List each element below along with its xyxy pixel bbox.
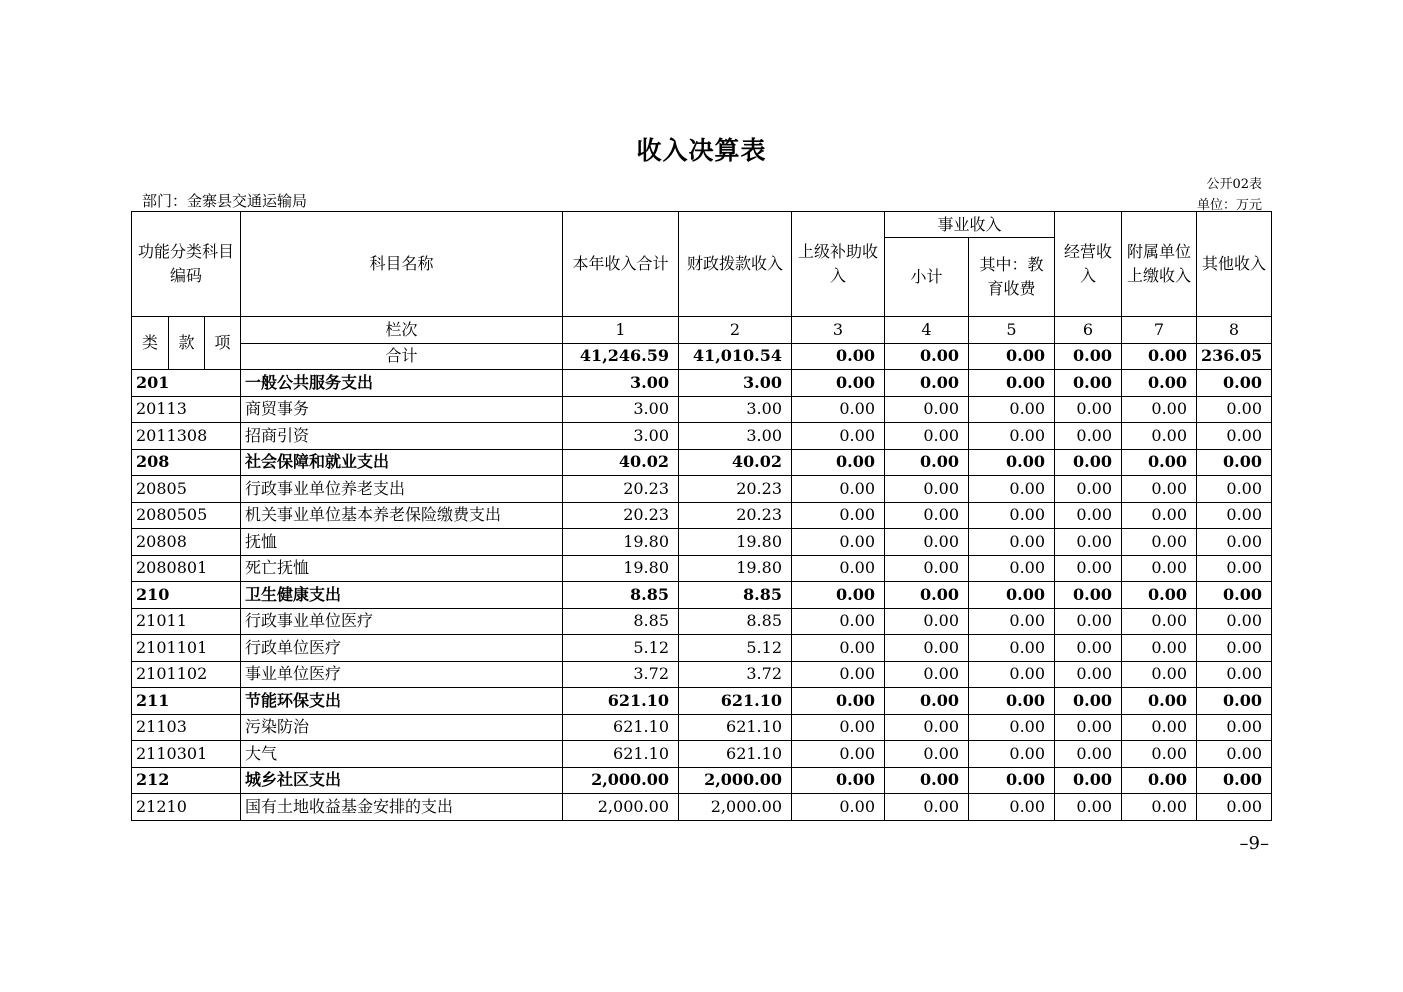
subject-name: 污染防治 <box>241 714 563 741</box>
subject-name: 国有土地收益基金安排的支出 <box>241 794 563 821</box>
amount-cell: 0.00 <box>1122 396 1197 423</box>
amount-cell: 0.00 <box>792 661 885 688</box>
table-row <box>132 396 1272 423</box>
amount-cell: 0.00 <box>969 794 1055 821</box>
amount-cell: 0.00 <box>969 423 1055 450</box>
amount-cell: 0.00 <box>969 529 1055 556</box>
amount-cell: 0.00 <box>969 767 1055 794</box>
subject-code: 21103 <box>132 714 241 741</box>
total-value: 0.00 <box>1122 343 1197 370</box>
col-number: 4 <box>885 317 969 344</box>
header-affiliated: 附属单位上缴收入 <box>1122 212 1197 317</box>
amount-cell: 0.00 <box>969 396 1055 423</box>
amount-cell: 0.00 <box>1197 635 1272 662</box>
total-value: 0.00 <box>885 343 969 370</box>
header-lei: 类 <box>132 317 169 370</box>
subject-code: 211 <box>132 688 241 715</box>
table-row <box>132 741 1272 768</box>
subject-code: 20113 <box>132 396 241 423</box>
amount-cell: 0.00 <box>969 449 1055 476</box>
total-row <box>132 343 1272 370</box>
subject-name: 节能环保支出 <box>241 688 563 715</box>
amount-cell: 0.00 <box>885 396 969 423</box>
amount-cell: 0.00 <box>1055 582 1122 609</box>
total-value: 41,010.54 <box>679 343 792 370</box>
amount-cell: 0.00 <box>792 714 885 741</box>
form-number: 公开02表 <box>1206 177 1262 192</box>
amount-cell: 0.00 <box>885 688 969 715</box>
header-business-income: 事业收入 <box>885 212 1055 238</box>
department-label: 部门：金寨县交通运输局 <box>142 192 308 210</box>
amount-cell: 0.00 <box>1122 370 1197 397</box>
amount-cell: 0.00 <box>792 767 885 794</box>
amount-cell: 0.00 <box>1122 582 1197 609</box>
amount-cell: 0.00 <box>1197 423 1272 450</box>
table-row <box>132 370 1272 397</box>
amount-cell: 0.00 <box>885 741 969 768</box>
unit-label: 单位：万元 <box>1196 198 1262 213</box>
amount-cell: 0.00 <box>1055 794 1122 821</box>
amount-cell: 0.00 <box>885 794 969 821</box>
amount-cell: 0.00 <box>969 661 1055 688</box>
amount-cell: 20.23 <box>563 476 679 503</box>
amount-cell: 0.00 <box>1122 661 1197 688</box>
header-superior-subsidy: 上级补助收入 <box>792 212 885 317</box>
amount-cell: 40.02 <box>679 449 792 476</box>
table-row <box>132 449 1272 476</box>
amount-cell: 40.02 <box>563 449 679 476</box>
amount-cell: 0.00 <box>885 502 969 529</box>
amount-cell: 0.00 <box>1055 608 1122 635</box>
subject-name: 卫生健康支出 <box>241 582 563 609</box>
amount-cell: 0.00 <box>885 661 969 688</box>
table-row <box>132 502 1272 529</box>
amount-cell: 0.00 <box>969 635 1055 662</box>
header-education-fee: 其中：教育收费 <box>969 238 1055 317</box>
table-row <box>132 794 1272 821</box>
col-number: 8 <box>1197 317 1272 344</box>
amount-cell: 0.00 <box>1055 370 1122 397</box>
amount-cell: 19.80 <box>563 529 679 556</box>
amount-cell: 0.00 <box>1197 555 1272 582</box>
header-subtotal: 小计 <box>885 238 969 317</box>
subject-code: 2101101 <box>132 635 241 662</box>
amount-cell: 0.00 <box>1197 529 1272 556</box>
amount-cell: 0.00 <box>792 396 885 423</box>
amount-cell: 0.00 <box>1197 767 1272 794</box>
subject-code: 20808 <box>132 529 241 556</box>
col-number: 5 <box>969 317 1055 344</box>
amount-cell: 0.00 <box>1197 688 1272 715</box>
amount-cell: 0.00 <box>1122 741 1197 768</box>
amount-cell: 0.00 <box>885 476 969 503</box>
table-row <box>132 714 1272 741</box>
amount-cell: 20.23 <box>563 502 679 529</box>
amount-cell: 3.00 <box>563 370 679 397</box>
amount-cell: 3.72 <box>563 661 679 688</box>
header-fiscal: 财政拨款收入 <box>679 212 792 317</box>
amount-cell: 0.00 <box>969 714 1055 741</box>
amount-cell: 0.00 <box>792 582 885 609</box>
table-row <box>132 661 1272 688</box>
amount-cell: 0.00 <box>1122 502 1197 529</box>
amount-cell: 0.00 <box>1055 741 1122 768</box>
amount-cell: 0.00 <box>1055 396 1122 423</box>
amount-cell: 0.00 <box>969 502 1055 529</box>
amount-cell: 19.80 <box>679 529 792 556</box>
subject-name: 行政单位医疗 <box>241 635 563 662</box>
total-value: 0.00 <box>1055 343 1122 370</box>
amount-cell: 621.10 <box>563 741 679 768</box>
amount-cell: 0.00 <box>792 688 885 715</box>
amount-cell: 621.10 <box>679 741 792 768</box>
total-label: 合计 <box>241 343 563 370</box>
page-number: –9– <box>1239 833 1269 854</box>
page-title: 收入决算表 <box>636 136 767 165</box>
table-row <box>132 555 1272 582</box>
amount-cell: 0.00 <box>1122 608 1197 635</box>
amount-cell: 0.00 <box>792 370 885 397</box>
amount-cell: 0.00 <box>792 608 885 635</box>
amount-cell: 0.00 <box>885 582 969 609</box>
amount-cell: 0.00 <box>1055 688 1122 715</box>
amount-cell: 0.00 <box>969 688 1055 715</box>
col-number: 2 <box>679 317 792 344</box>
amount-cell: 0.00 <box>1122 794 1197 821</box>
amount-cell: 8.85 <box>679 608 792 635</box>
subject-name: 一般公共服务支出 <box>241 370 563 397</box>
table-row <box>132 608 1272 635</box>
amount-cell: 19.80 <box>679 555 792 582</box>
subject-code: 2080801 <box>132 555 241 582</box>
amount-cell: 0.00 <box>792 741 885 768</box>
amount-cell: 2,000.00 <box>563 794 679 821</box>
amount-cell: 0.00 <box>1197 476 1272 503</box>
amount-cell: 0.00 <box>1055 423 1122 450</box>
amount-cell: 2,000.00 <box>563 767 679 794</box>
subject-name: 招商引资 <box>241 423 563 450</box>
amount-cell: 0.00 <box>1122 635 1197 662</box>
table-row <box>132 423 1272 450</box>
amount-cell: 0.00 <box>792 635 885 662</box>
amount-cell: 0.00 <box>969 608 1055 635</box>
subject-name: 社会保障和就业支出 <box>241 449 563 476</box>
amount-cell: 0.00 <box>1122 714 1197 741</box>
subject-code: 2110301 <box>132 741 241 768</box>
subject-name: 事业单位医疗 <box>241 661 563 688</box>
amount-cell: 8.85 <box>563 608 679 635</box>
amount-cell: 0.00 <box>885 529 969 556</box>
amount-cell: 8.85 <box>679 582 792 609</box>
subject-code: 2011308 <box>132 423 241 450</box>
header-xiang: 项 <box>205 317 241 370</box>
amount-cell: 0.00 <box>1122 449 1197 476</box>
amount-cell: 2,000.00 <box>679 767 792 794</box>
table-row <box>132 582 1272 609</box>
subject-name: 行政事业单位医疗 <box>241 608 563 635</box>
subject-name: 机关事业单位基本养老保险缴费支出 <box>241 502 563 529</box>
col-number: 3 <box>792 317 885 344</box>
subject-code: 2101102 <box>132 661 241 688</box>
amount-cell: 0.00 <box>885 555 969 582</box>
amount-cell: 0.00 <box>885 635 969 662</box>
amount-cell: 0.00 <box>1197 714 1272 741</box>
amount-cell: 621.10 <box>679 688 792 715</box>
amount-cell: 0.00 <box>1122 688 1197 715</box>
amount-cell: 0.00 <box>1197 396 1272 423</box>
amount-cell: 0.00 <box>1197 794 1272 821</box>
amount-cell: 0.00 <box>1197 582 1272 609</box>
header-column-order: 栏次 <box>241 317 563 344</box>
amount-cell: 0.00 <box>792 449 885 476</box>
amount-cell: 621.10 <box>563 714 679 741</box>
amount-cell: 2,000.00 <box>679 794 792 821</box>
subject-name: 商贸事务 <box>241 396 563 423</box>
amount-cell: 0.00 <box>1055 529 1122 556</box>
amount-cell: 0.00 <box>969 476 1055 503</box>
col-number: 6 <box>1055 317 1122 344</box>
subject-code: 208 <box>132 449 241 476</box>
subject-code: 212 <box>132 767 241 794</box>
amount-cell: 20.23 <box>679 476 792 503</box>
table-row <box>132 476 1272 503</box>
amount-cell: 0.00 <box>1122 767 1197 794</box>
amount-cell: 0.00 <box>1122 476 1197 503</box>
amount-cell: 0.00 <box>1122 529 1197 556</box>
subject-name: 城乡社区支出 <box>241 767 563 794</box>
amount-cell: 0.00 <box>885 370 969 397</box>
subject-name: 行政事业单位养老支出 <box>241 476 563 503</box>
table-row <box>132 529 1272 556</box>
amount-cell: 0.00 <box>885 423 969 450</box>
amount-cell: 0.00 <box>885 767 969 794</box>
amount-cell: 0.00 <box>1055 502 1122 529</box>
amount-cell: 3.00 <box>563 423 679 450</box>
amount-cell: 0.00 <box>792 476 885 503</box>
table-row <box>132 688 1272 715</box>
amount-cell: 3.00 <box>679 423 792 450</box>
subject-code: 20805 <box>132 476 241 503</box>
amount-cell: 0.00 <box>792 794 885 821</box>
amount-cell: 0.00 <box>1055 635 1122 662</box>
amount-cell: 0.00 <box>1197 741 1272 768</box>
amount-cell: 0.00 <box>969 555 1055 582</box>
header-total-income: 本年收入合计 <box>563 212 679 317</box>
amount-cell: 0.00 <box>1055 661 1122 688</box>
amount-cell: 5.12 <box>563 635 679 662</box>
amount-cell: 0.00 <box>1122 423 1197 450</box>
amount-cell: 0.00 <box>1197 449 1272 476</box>
amount-cell: 0.00 <box>969 370 1055 397</box>
amount-cell: 3.00 <box>679 396 792 423</box>
amount-cell: 0.00 <box>969 741 1055 768</box>
amount-cell: 621.10 <box>563 688 679 715</box>
amount-cell: 0.00 <box>1197 370 1272 397</box>
amount-cell: 0.00 <box>792 529 885 556</box>
amount-cell: 0.00 <box>1055 767 1122 794</box>
amount-cell: 3.00 <box>679 370 792 397</box>
col-number: 1 <box>563 317 679 344</box>
header-code: 功能分类科目编码 <box>132 212 241 317</box>
subject-name: 大气 <box>241 741 563 768</box>
total-value: 236.05 <box>1197 343 1272 370</box>
amount-cell: 0.00 <box>1197 502 1272 529</box>
amount-cell: 0.00 <box>885 608 969 635</box>
amount-cell: 0.00 <box>1055 555 1122 582</box>
amount-cell: 0.00 <box>792 555 885 582</box>
amount-cell: 19.80 <box>563 555 679 582</box>
amount-cell: 5.12 <box>679 635 792 662</box>
subject-name: 抚恤 <box>241 529 563 556</box>
subject-name: 死亡抚恤 <box>241 555 563 582</box>
table-row <box>132 635 1272 662</box>
amount-cell: 0.00 <box>1055 714 1122 741</box>
amount-cell: 0.00 <box>969 582 1055 609</box>
subject-code: 210 <box>132 582 241 609</box>
amount-cell: 3.00 <box>563 396 679 423</box>
amount-cell: 8.85 <box>563 582 679 609</box>
amount-cell: 0.00 <box>885 714 969 741</box>
subject-code: 2080505 <box>132 502 241 529</box>
subject-code: 21210 <box>132 794 241 821</box>
amount-cell: 0.00 <box>885 449 969 476</box>
amount-cell: 0.00 <box>1197 661 1272 688</box>
total-value: 0.00 <box>792 343 885 370</box>
amount-cell: 20.23 <box>679 502 792 529</box>
amount-cell: 621.10 <box>679 714 792 741</box>
amount-cell: 0.00 <box>1055 449 1122 476</box>
total-value: 0.00 <box>969 343 1055 370</box>
header-kuan: 款 <box>169 317 205 370</box>
amount-cell: 0.00 <box>1197 608 1272 635</box>
header-name: 科目名称 <box>241 212 563 317</box>
income-final-accounts-table <box>131 211 1272 821</box>
amount-cell: 0.00 <box>792 502 885 529</box>
col-number: 7 <box>1122 317 1197 344</box>
total-value: 41,246.59 <box>563 343 679 370</box>
subject-code: 201 <box>132 370 241 397</box>
table-row <box>132 767 1272 794</box>
header-operating: 经营收入 <box>1055 212 1122 317</box>
amount-cell: 0.00 <box>1055 476 1122 503</box>
amount-cell: 0.00 <box>792 423 885 450</box>
header-other: 其他收入 <box>1197 212 1272 317</box>
amount-cell: 3.72 <box>679 661 792 688</box>
subject-code: 21011 <box>132 608 241 635</box>
amount-cell: 0.00 <box>1122 555 1197 582</box>
